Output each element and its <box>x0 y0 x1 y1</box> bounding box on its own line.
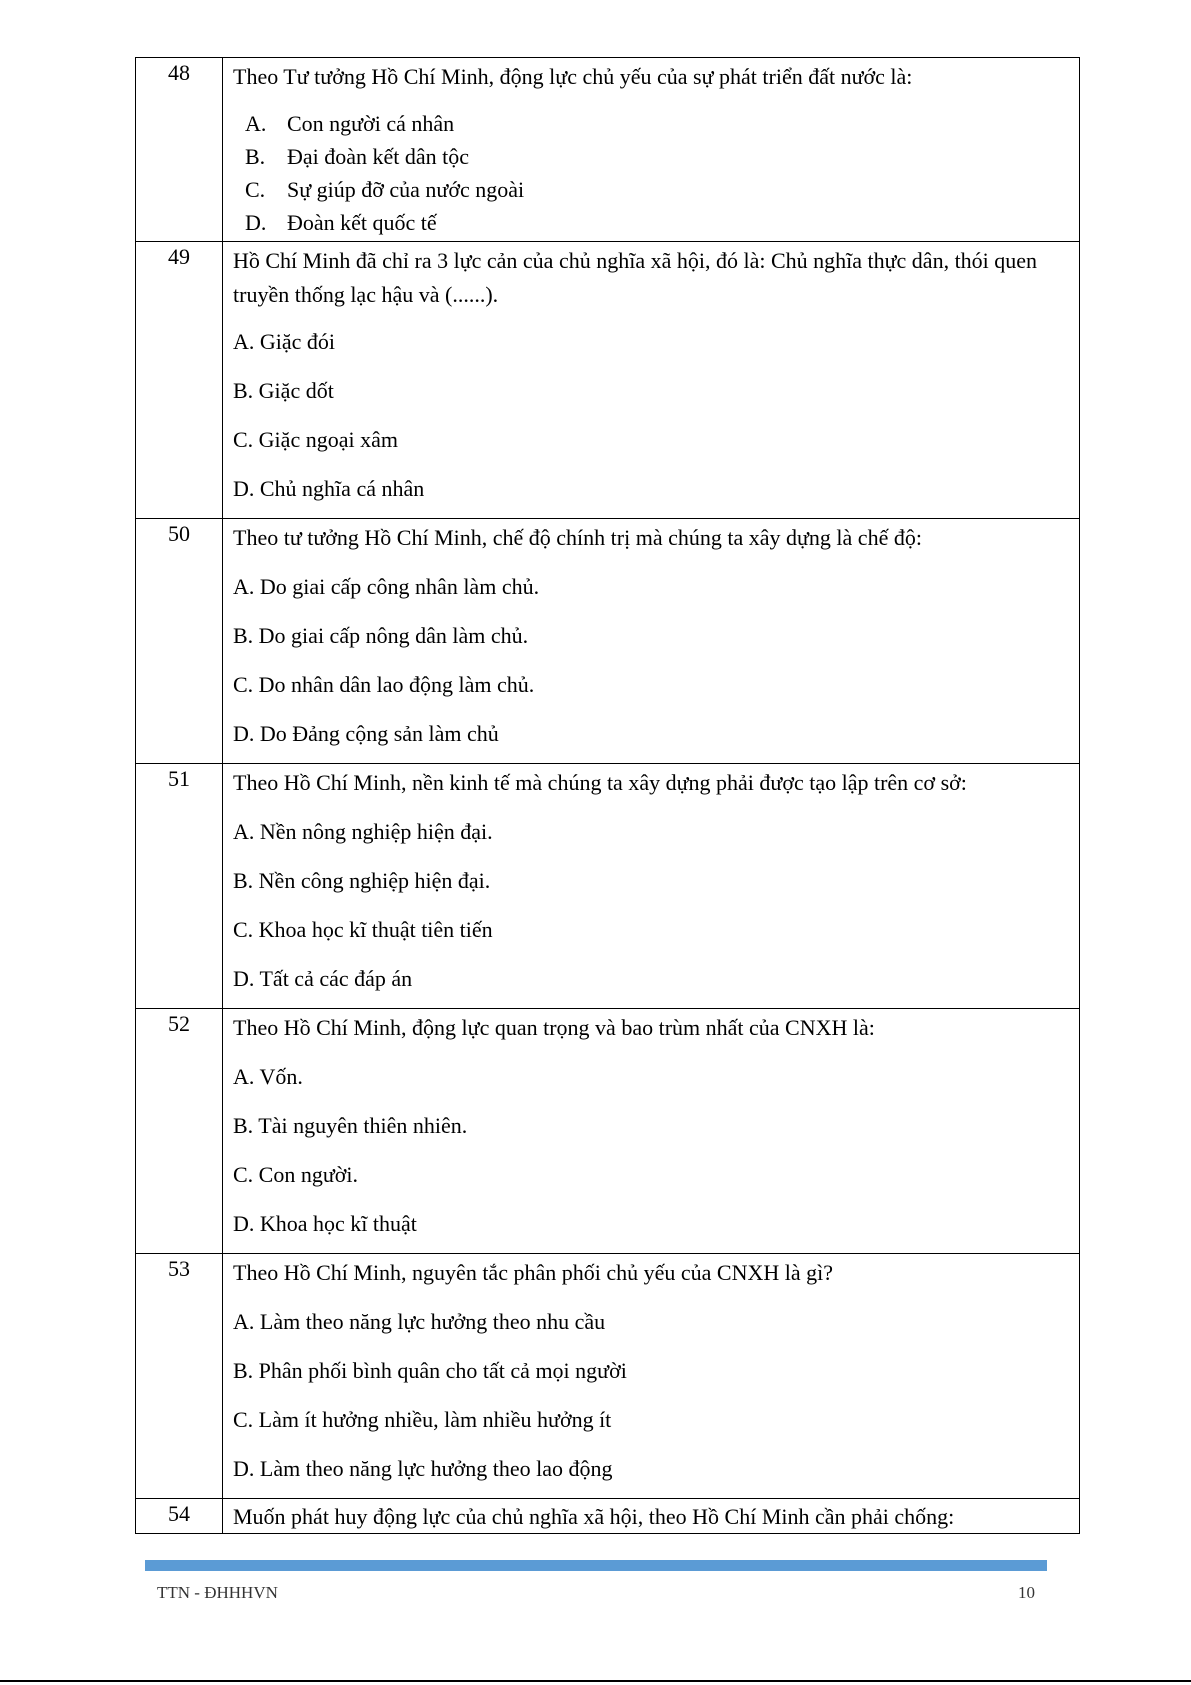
option-a <box>245 107 1069 140</box>
question-row-53 <box>136 1254 1080 1499</box>
option-c: C. Khoa học kĩ thuật tiên tiến <box>233 917 493 942</box>
option-d: D. Do Đảng cộng sản làm chủ <box>233 721 499 746</box>
page-number: 10 <box>1018 1583 1035 1602</box>
option-b <box>245 140 1069 173</box>
option-text: Con người cá nhân <box>287 111 455 136</box>
question-number: 50 <box>136 519 223 764</box>
question-row-50 <box>136 519 1080 764</box>
question-text: Theo Tư tưởng Hồ Chí Minh, động lực chủ yếu của sự phát triển đất nước là: <box>233 64 913 89</box>
question-row-49 <box>136 242 1080 519</box>
option-d <box>245 206 1069 239</box>
footer-bar <box>145 1560 1047 1571</box>
option-letter: B. <box>245 144 266 169</box>
option-c: C. Con người. <box>233 1162 359 1187</box>
question-body <box>223 519 1080 764</box>
option-b: B. Tài nguyên thiên nhiên. <box>233 1113 468 1138</box>
option-a: A. Vốn. <box>233 1064 303 1089</box>
option-b: B. Nền công nghiệp hiện đại. <box>233 868 491 893</box>
question-body <box>223 1499 1080 1534</box>
option-a: A. Do giai cấp công nhân làm chủ. <box>233 574 540 599</box>
option-a: A. Giặc đói <box>233 329 336 354</box>
question-body <box>223 764 1080 1009</box>
option-text: Đại đoàn kết dân tộc <box>287 144 470 169</box>
option-b: B. Do giai cấp nông dân làm chủ. <box>233 623 529 648</box>
option-c <box>245 173 1069 206</box>
question-row-48 <box>136 58 1080 242</box>
option-letter: A. <box>245 111 267 136</box>
question-text: Theo Hồ Chí Minh, động lực quan trọng và bao trùm nhất của CNXH là: <box>233 1015 875 1040</box>
page-edge-line <box>0 1680 1191 1682</box>
question-text: Hồ Chí Minh đã chỉ ra 3 lực cản của chủ nghĩa xã hội, đó là: Chủ nghĩa thực dân, thói quen truyền thống lạc hậu và (......). <box>233 248 1038 307</box>
option-b: B. Giặc dốt <box>233 378 334 403</box>
question-body <box>223 1254 1080 1499</box>
question-row-52 <box>136 1009 1080 1254</box>
question-number: 54 <box>136 1499 223 1534</box>
option-letter: D. <box>245 210 267 235</box>
options-list <box>233 107 1069 239</box>
option-c: C. Do nhân dân lao động làm chủ. <box>233 672 535 697</box>
question-number: 53 <box>136 1254 223 1499</box>
option-c: C. Làm ít hưởng nhiều, làm nhiều hưởng ít <box>233 1407 612 1432</box>
question-number: 52 <box>136 1009 223 1254</box>
option-d: D. Làm theo năng lực hưởng theo lao động <box>233 1456 613 1481</box>
option-a: A. Làm theo năng lực hưởng theo nhu cầu <box>233 1309 606 1334</box>
question-body <box>223 58 1080 242</box>
question-body <box>223 1009 1080 1254</box>
question-number: 51 <box>136 764 223 1009</box>
question-row-54 <box>136 1499 1080 1534</box>
option-text: Đoàn kết quốc tế <box>287 210 437 235</box>
option-c: C. Giặc ngoại xâm <box>233 427 398 452</box>
option-letter: C. <box>245 177 266 202</box>
option-text: Sự giúp đỡ của nước ngoài <box>287 177 525 202</box>
question-text: Theo Hồ Chí Minh, nền kinh tế mà chúng ta xây dựng phải được tạo lập trên cơ sở: <box>233 770 967 795</box>
option-d: D. Khoa học kĩ thuật <box>233 1211 417 1236</box>
question-number: 49 <box>136 242 223 519</box>
option-d: D. Chủ nghĩa cá nhân <box>233 476 425 501</box>
questions-table <box>135 57 1080 1534</box>
question-row-51 <box>136 764 1080 1009</box>
option-a: A. Nền nông nghiệp hiện đại. <box>233 819 493 844</box>
option-d: D. Tất cả các đáp án <box>233 966 413 991</box>
question-text: Muốn phát huy động lực của chủ nghĩa xã hội, theo Hồ Chí Minh cần phải chống: <box>233 1504 955 1529</box>
option-b: B. Phân phối bình quân cho tất cả mọi người <box>233 1358 627 1383</box>
footer-label: TTN - ĐHHHVN <box>157 1583 278 1602</box>
question-text: Theo Hồ Chí Minh, nguyên tắc phân phối chủ yếu của CNXH là gì? <box>233 1260 833 1285</box>
question-body <box>223 242 1080 519</box>
question-text: Theo tư tưởng Hồ Chí Minh, chế độ chính trị mà chúng ta xây dựng là chế độ: <box>233 525 922 550</box>
question-number: 48 <box>136 58 223 242</box>
